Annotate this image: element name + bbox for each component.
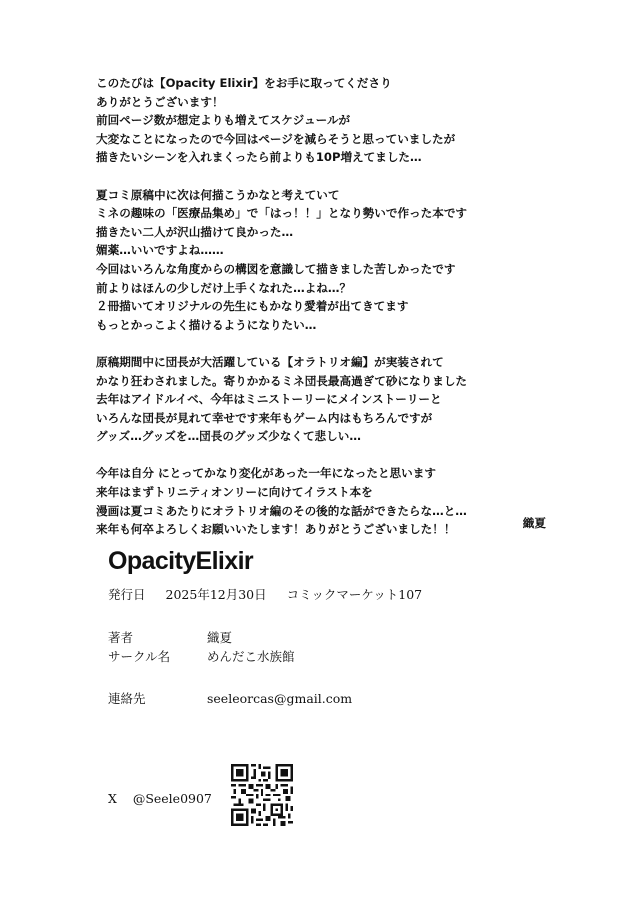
afterword-paragraph-2: [96, 186, 546, 335]
circle-name: めんだこ水族館: [207, 649, 295, 664]
colophon: [108, 544, 548, 806]
author-name: 織夏: [207, 630, 233, 645]
book-title: OpacityElixir: [108, 547, 254, 575]
afterword-line: 前回ページ数が想定よりも増えてスケジュールが: [96, 113, 351, 128]
author-row: [108, 628, 232, 646]
afterword-line: 今年は自分 にとってかなり変化があった一年になったと思います: [96, 466, 436, 481]
afterword-line: かなり狂わされました。寄りかかるミネ団長最高過ぎて砂になりました: [96, 373, 468, 388]
afterword-line: ２冊描いてオリジナルの先生にもかなり愛着が出てきてます: [96, 299, 409, 314]
event-name: コミックマーケット107: [286, 587, 423, 602]
afterword-line: 描きたいシーンを入れまくったら前よりも10P増えてました…: [96, 150, 422, 165]
afterword-paragraph-4: [96, 464, 546, 538]
author-label: 著者: [108, 630, 134, 645]
afterword-line: このたびは【Opacity Elixir】をお手に取ってくださり: [96, 76, 392, 90]
afterword-line: もっとかっこよく描けるようになりたい…: [96, 317, 317, 332]
publish-label: 発行日: [108, 587, 146, 602]
contact-row: [108, 689, 352, 707]
afterword-line: ありがとうございます！: [96, 94, 224, 109]
circle-row: [108, 647, 295, 665]
qr-code-icon: [231, 764, 293, 826]
circle-label: サークル名: [108, 649, 171, 664]
contact-email: seeleorcas@gmail.com: [207, 691, 353, 706]
contact-label: 連絡先: [108, 691, 146, 706]
afterword-line: 大変なことになったので今回はページを減らそうと思っていましたが: [96, 131, 456, 146]
x-label: X: [108, 791, 117, 806]
afterword-line: 前よりはほんの少しだけ上手くなれた…よね…？: [96, 280, 352, 295]
afterword-line: 来年も何卒よろしくお願いいたします！ありがとうございました！！: [96, 522, 456, 537]
afterword-paragraph-3: [96, 353, 546, 446]
publish-date: 2025年12月30日: [165, 587, 267, 602]
afterword-line: 媚薬…いいですよね……: [96, 243, 224, 258]
afterword-paragraph-1: [96, 74, 546, 167]
afterword-line: 漫画は夏コミあたりにオラトリオ編のその後的な話ができたらな…と…: [96, 503, 467, 518]
afterword-text: [96, 74, 546, 539]
afterword-line: 描きたい二人が沢山描けて良かった…: [96, 224, 294, 239]
afterword-line: 来年はまずトリニティオンリーに向けてイラスト本を: [96, 485, 373, 500]
afterword-line: 今回はいろんな角度からの構図を意識して描きました苦しかったです: [96, 261, 456, 276]
afterword-line: 原稿期間中に団長が大活躍している【オラトリオ編】が実装されて: [96, 354, 444, 369]
x-handle: @Seele0907: [132, 791, 212, 806]
afterword-line: ミネの趣味の「医療品集め」で「はっ！！」となり勢いで作った本です: [96, 206, 468, 221]
publish-row: [108, 585, 548, 603]
afterword-line: いろんな団長が見れて幸せです来年もゲーム内はもちろんですが: [96, 410, 433, 425]
x-row: [108, 791, 212, 806]
afterword-line: 夏コミ原稿中に次は何描こうかなと考えていて: [96, 187, 340, 202]
afterword-line: グッズ…グッズを…団長のグッズ少なくて悲しい…: [96, 429, 361, 444]
afterword-signature: 織夏: [522, 516, 546, 530]
afterword-line: 去年はアイドルイベ、今年はミニストーリーにメインストーリーと: [96, 392, 442, 407]
